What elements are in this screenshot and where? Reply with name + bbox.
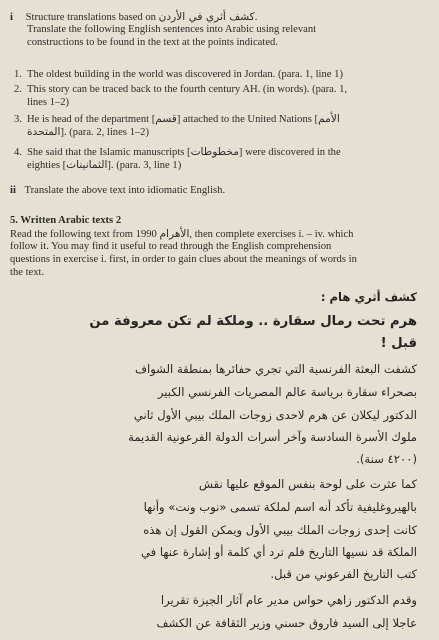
sentence-number: 3. — [14, 114, 22, 125]
section-i-line2: Translate the following English sentences into Arabic using relevant — [27, 24, 317, 35]
arabic-para2-line: كما عثرت على لوحة بنفس الموقع عليها نقش — [198, 477, 417, 491]
sentence-4 — [14, 146, 341, 159]
section-ii — [10, 185, 225, 197]
section-i-line3: constructions to be found in the text at the points indicated. — [27, 37, 278, 48]
sentence-text: He is head of the department [ — [27, 114, 156, 125]
sentence-text: She said that the Islamic manuscripts [ — [27, 147, 191, 158]
arabic-gloss: الثمانينات — [66, 159, 108, 171]
arabic-gloss: المتحدة — [27, 126, 61, 138]
section-5-heading: 5. Written Arabic texts 2 — [10, 215, 122, 226]
arabic-para2-line: كتب التاريخ الفرعوني من قبل. — [270, 567, 417, 581]
section-ii-text: Translate the above text into idiomatic English. — [24, 185, 226, 196]
arabic-title: كشف أثري هام : — [320, 290, 417, 304]
sentence-1 — [14, 69, 343, 81]
sentence-2-cont: lines 1–2) — [27, 97, 70, 108]
section-i-line1 — [10, 11, 257, 24]
sentence-text: ] attached to the United Nations [ — [176, 114, 319, 125]
arabic-para1-line: الدكتور ليكلان عن هرم لاحدى زوجات الملك بيبي الأول ثاني — [133, 408, 417, 422]
arabic-gloss: الأمم — [318, 113, 340, 125]
section-5-line1 — [10, 228, 353, 241]
sentence-text: eighties [ — [27, 160, 67, 171]
arabic-para1-line: بصحراء سقارة برياسة عالم المصريات الفرنسي الكبير — [157, 385, 417, 399]
section-i-arabic-title: كشف أثري في الأردن — [158, 11, 255, 23]
section-i-marker: i — [10, 12, 13, 23]
section-5-line4: the text. — [10, 267, 45, 278]
sentence-number: 2. — [14, 84, 22, 95]
sentence-3 — [14, 113, 340, 126]
section-i-period: . — [254, 12, 258, 23]
arabic-para1-line: ملوك الأسرة السادسة وآخر أسرات الدولة الفرعونية القديمة — [128, 430, 417, 444]
arabic-gloss: مخطوطات — [190, 146, 239, 158]
arabic-gloss: قسم — [155, 113, 177, 125]
section-5-line3: questions in exercise i. first, in order to gain clues about the meanings of words in — [10, 254, 357, 265]
section-i-intro: Structure translations based on — [25, 12, 156, 23]
sentence-3-cont — [27, 126, 149, 139]
arabic-headline-line: قبل ! — [380, 336, 417, 351]
sentence-text: ]. (para. 2, lines 1–2) — [60, 127, 149, 138]
arabic-para2-line: الملكة قد نسيها التاريخ فلم ترد أي كلمة أو إشارة عنها في — [140, 545, 417, 559]
arabic-para2-line: كانت إحدى زوجات الملك بيبي الأول ويمكن القول إن هذه — [143, 523, 417, 537]
section-5-line2: follow it. You may find it useful to read through the English comprehension — [10, 241, 332, 252]
sentence-text: ]. (para. 3, line 1) — [107, 160, 182, 171]
arabic-para3-line: عاجلا إلى السيد فاروق حسني وزير الثقافة عن الكشف — [156, 616, 417, 630]
section-5-text: Read the following text from — [10, 229, 133, 240]
sentence-4-cont — [27, 159, 181, 172]
sentence-number: 1. — [14, 69, 22, 80]
arabic-para1-line: كشفت البعثة الفرنسية التي تجري حفائرها بمنطقة الشواف — [134, 362, 417, 376]
arabic-para1-line: (٤٢٠٠ سنة). — [356, 452, 417, 466]
source-newspaper-arabic: الأهرام — [159, 228, 190, 240]
section-5-text: 1990, then complete exercises i. – iv. which — [135, 229, 354, 240]
sentence-text: This story can be traced back to the fourth century AH. (in words). (para. 1, — [27, 84, 348, 95]
section-ii-marker: ii — [10, 185, 16, 196]
sentence-text: ] were discovered in the — [238, 147, 341, 158]
arabic-headline-line: هرم تحت رمال سقارة .. وملكة لم تكن معروفة من — [89, 314, 417, 329]
sentence-text: The oldest building in the world was discovered in Jordan. (para. 1, line 1) — [27, 69, 343, 80]
sentence-number: 4. — [14, 147, 22, 158]
sentence-2 — [14, 84, 347, 96]
arabic-para2-line: بالهيروغليفية تأكد أنه اسم لملكة تسمى «نوب ونت» وأنها — [143, 500, 417, 514]
arabic-para3-line: وقدم الدكتور زاهي حواس مدير عام آثار الجيزة تقريرا — [160, 593, 417, 607]
